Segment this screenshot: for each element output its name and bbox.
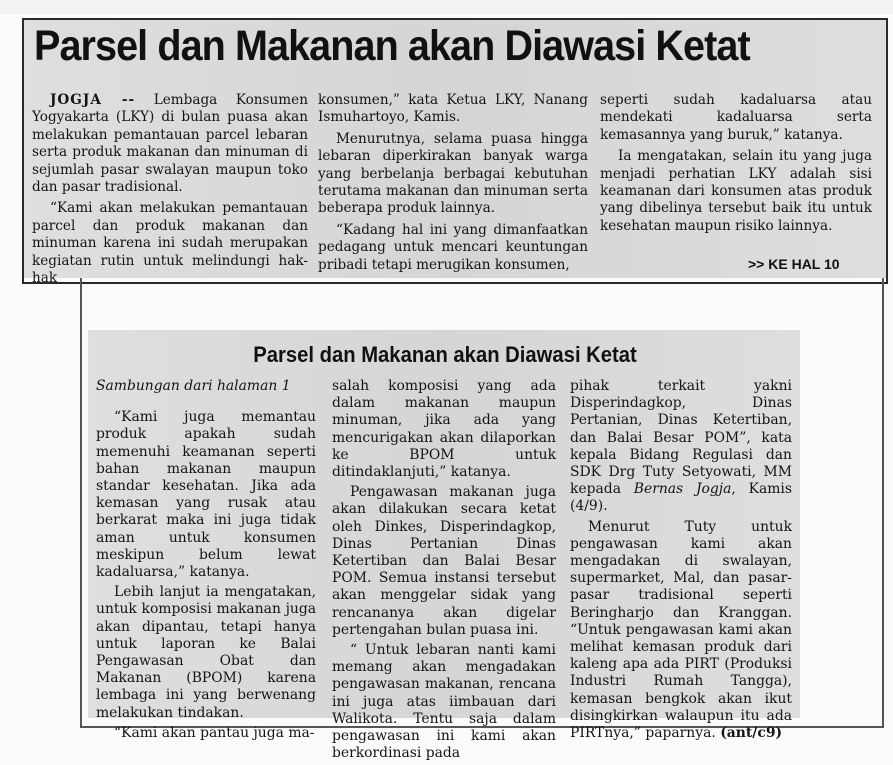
paragraph: “Kami akan melakukan pemantauan parcel dan produk makanan dan minuman karena ini sudah merupakan kegiatan rutin untuk melindungi hak-hak [32,200,308,287]
author-code: (ant/c9) [720,725,783,742]
paragraph: konsumen,” kata Ketua LKY, Nanang Ismuhartoyo, Kamis. [318,92,588,126]
continuation-subline: Sambungan dari halaman 1 [96,378,291,394]
publication-name: Bernas Jogja [633,481,732,498]
paragraph-text: , Kamis (4/9). [570,481,792,515]
scan-margin [0,0,893,14]
dateline: JOGJA -- [50,92,136,108]
paragraph: “Kadang hal ini yang dimanfaatkan pedagang untuk mencari keuntungan pribadi tetapi merugikan konsumen, [318,221,588,273]
paragraph-text: Menurut Tuty untuk pengawasan kami akan mengadakan di swalayan, supermarket, Mal, dan pasar-pasar tradisional seperti Beringharjo dan Kranggan. “Untuk pengawasan kami akan melihat kemasan produk dari kaleng apa ada PIRT (Produksi Industri Rumah Tangga), kemasan bengkok akan ikut disingkirkan walaupun itu ada PIRTnya,” paparnya. [570,518,792,742]
headline-continued: Parsel dan Makanan akan Diawasi Ketat [253,342,637,367]
paragraph: “ Untuk lebaran nanti kami memang akan mengadakan pengawasan makanan, rencana ini juga atas iimbauan dari Walikota. Tentu saja dalam pengawasan ini kami akan berkordinasi pada [332,642,556,762]
paragraph: Menurutnya, selama puasa hingga lebaran diperkirakan banyak warga yang berbelanja berbagai kebutuhan terutama makanan dan minuman serta beberapa produk lainnya. [318,130,588,217]
paragraph [32,92,308,196]
paragraph: “Kami juga memantau produk apakah sudah memenuhi keamanan seperti bahan makanan maupun standar kesehatan. Jika ada kemasan yang rusak atau berkarat maka ini juga tidak aman untuk konsumen meskipun belum lewat kadaluarsa,” katanya. [96,409,316,581]
article2-column-2 [332,378,556,765]
frame-line-right [882,278,884,728]
paragraph: salah komposisi yang ada dalam makanan maupun minuman, jika ada yang mencurigakan akan dilaporkan ke BPOM untuk ditindaklanjuti,” katanya. [332,378,556,481]
paragraph: Pengawasan makanan juga akan dilakukan secara ketat oleh Dinkes, Disperindagkop, Dinas Pertanian Dinas Ketertiban dan Balai Besar POM. Semua instansi tersebut akan menggelar sidak yang rencananya akan digelar pertengahan bulan puasa ini. [332,484,556,638]
paragraph: “Kami akan pantau juga ma- [114,724,315,741]
article1-column-3 [600,92,872,239]
paragraph: seperti sudah kadaluarsa atau mendekati kadaluarsa serta kemasannya yang buruk,” katanya. [600,92,872,143]
paragraph: Ia mengatakan, selain itu yang juga menjadi perhatian LKY adalah sisi keamanan dari konsumen atas produk yang dibelinya tersebut baik itu untuk kesehatan maupun risiko lainnya. [600,148,872,234]
paragraph [570,378,792,516]
paragraph: Lebih lanjut ia mengatakan, untuk komposisi makanan juga akan dipantau, tetapi hanya untuk laporan ke Balai Pengawasan Obat dan Makanan (BPOM) karena lembaga ini yang berwenang melakukan tindakan. [96,584,316,721]
paragraph-text: Lembaga Konsumen Yogyakarta (LKY) di bulan puasa akan melakukan pemantauan parcel lebaran serta produk makanan dan minuman di sejumlah pasar swalayan maupun toko dan pasar tradisional. [32,92,308,196]
paragraph-text: pihak terkait yakni Disperindagkop, Dinas Pertanian, Dinas Ketertiban, dan Balai Besar POM”, kata kepala Bidang Regulasi dan SDK Drg Tuty Setyowati, MM kepada [570,378,792,498]
paragraph [570,519,792,743]
headline-main: Parsel dan Makanan akan Diawasi Ketat [34,22,750,70]
article1-column-1 [32,92,308,291]
article1-column-2 [318,92,588,278]
frame-line-left [80,278,82,728]
article2-column-3 [570,378,792,745]
article2-column-1 [96,378,316,745]
continuation-label: >> KE HAL 10 [748,256,840,272]
